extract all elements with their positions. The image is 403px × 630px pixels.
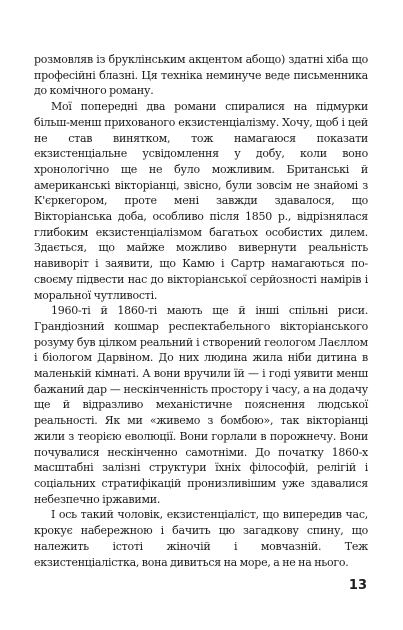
paragraph-2: Мої попередні два романи спиралися на підмурки більш-менш прихованого екзистенціалізму. Хочу, щоб і цей не став винятком, тож намагаюся показати екзистенціальне усвідомлення у добу, коли воно хронологічно ще не було можливим. Британські й американські вікторіанці, звісно, були зовсім не знайомі з К'єркегором, проте мені завжди здавалося, що Вікторіанська доба, особливо після 1850 р., відрізнялася глибоким екзистенціалізмом багатьох особистих дилем. Здається, що майже можливо вивернути реальність навиворіт і заявити, що Камю і Сартр намагаються по-своєму підвести нас до вікторіанської серйозності намірів і моральної чутливості. bbox=[34, 100, 368, 302]
paragraph-4: І ось такий чоловік, екзистенціаліст, що випередив час, крокує набережною і бачить цю загадкову спину, що належить істоті жіночій і мовчазній. Теж екзистенціалістка, вона дивиться на море, а не на нього. bbox=[34, 508, 368, 569]
page-number: 13 bbox=[348, 578, 367, 593]
page-body bbox=[34, 52, 368, 570]
paragraph-3: 1960-ті й 1860-ті мають ще й інші спільні риси. Грандіозний кошмар респектабельного вікторіанського розуму був цілком реальний і створений геологом Лаєллом і біологом Дарвіном. До них людина жила ніби дитина в маленькій кімнаті. А вони вручили їй — і годі уявити менш бажаний дар — нескінченність простору і часу, а на додачу ще й відразливо механістичне пояснення людської реальності. Як ми «живемо з бомбою», так вікторіанці жили з теорією еволюції. Вони горлали в порожнечу. Вони почувалися нескінченно самотніми. До початку 1860-х масштабні залізні структури їхніх філософій, релігій і соціальних стратифікацій пронизливішим уже здавалися небезпечно іржавими. bbox=[34, 304, 368, 506]
paragraph-1: розмовляв із бруклінським акцентом абощо) здатні хіба що професійні блазні. Ця техніка неминуче веде письменника до комічного роману. bbox=[34, 53, 368, 98]
